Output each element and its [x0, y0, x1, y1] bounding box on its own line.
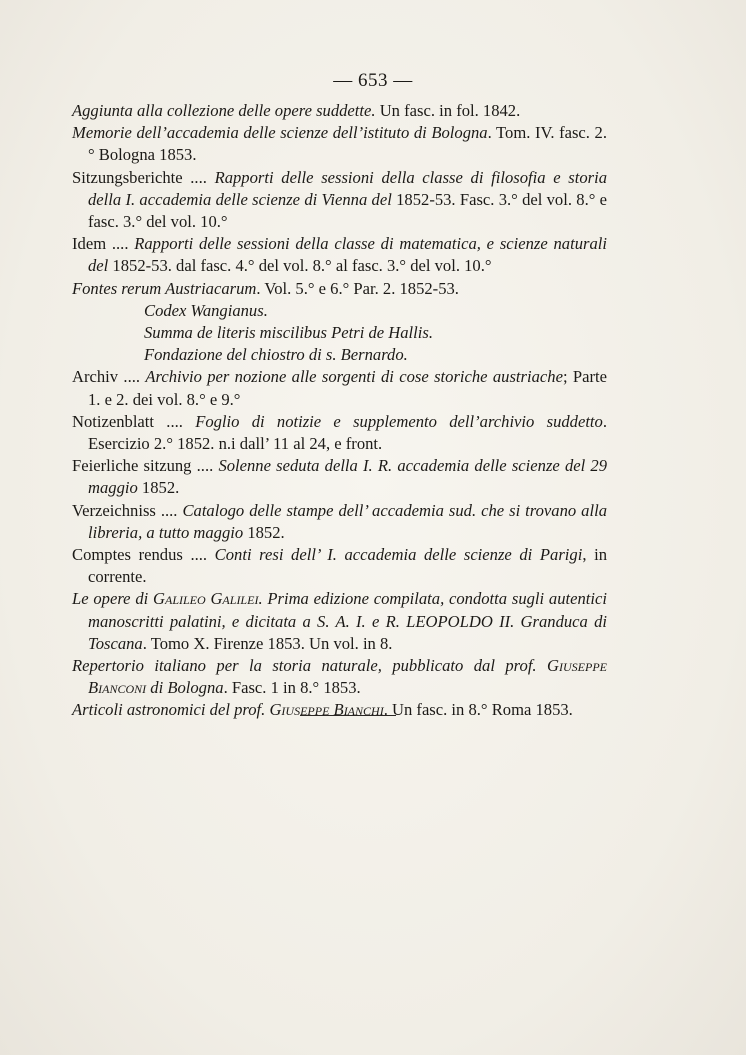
list-item: Archiv .... Archivio per nozione alle sorgenti di cose storiche austriache; Parte 1. e 2. dei vol. 8.° e 9.°: [72, 367, 607, 409]
list-item: Sitzungsberichte .... Rapporti delle sessioni della classe di filosofia e storia della I. accademia delle scienze di Vienna del 1852-53. Fasc. 3.° del vol. 8.° e fasc. 3.° del vol. 10.°: [72, 167, 608, 232]
list-subitem: Codex Wangianus.: [144, 300, 268, 320]
list-item: Aggiunta alla collezione delle opere suddette. Un fasc. in fol. 1842.: [72, 101, 521, 120]
list-item: Feierliche sitzung .... Solenne seduta della I. R. accademia delle scienze del 29 maggio 1852.: [72, 456, 607, 498]
list-item: Fontes rerum Austriacarum. Vol. 5.° e 6.° Par. 2. 1852-53.: [72, 278, 459, 298]
list-item: Notizenblatt .... Foglio di notizie e supplemento dell’archivio suddetto. Esercizio 2.° 1852. n.i dall’ 11 al 24, e front.: [72, 411, 607, 454]
page-number: — 653 —: [333, 70, 413, 91]
list-item: Articoli astronomici del prof. Giuseppe Bianchi. Un fasc. in 8.° Roma 1853.: [72, 700, 573, 720]
bibliography-list: [72, 100, 607, 722]
list-subitem: Fondazione del chiostro di s. Bernardo.: [144, 345, 408, 365]
list-item: Repertorio italiano per la storia naturale, pubblicato dal prof. Giuseppe Bianconi di Bologna. Fasc. 1 in 8.° 1853.: [72, 656, 607, 698]
list-item: Idem .... Rapporti delle sessioni della classe di matematica, e scienze naturali del 1852-53. dal fasc. 4.° del vol. 8.° al fasc. 3.° del vol. 10.°: [72, 234, 607, 276]
list-item: Memorie dell’accademia delle scienze dell’istituto di Bologna. Tom. IV. fasc. 2.° Bologna 1853.: [72, 123, 607, 165]
list-item: Verzeichniss .... Catalogo delle stampe dell’ accademia sud. che si trovano alla libreria, a tutto maggio 1852.: [72, 500, 607, 542]
list-subitem: Summa de literis miscilibus Petri de Hallis.: [144, 323, 433, 343]
section-divider: [300, 715, 396, 716]
list-item: Le opere di Galileo Galilei. Prima edizione compilata, condotta sugli autentici manoscritti palatini, e dicitata a S. A. I. e R. LEOPOLDO II. Granduca di Toscana. Tomo X. Firenze 1853. Un vol. in 8.: [72, 589, 607, 653]
list-item: Comptes rendus .... Conti resi dell’ I. accademia delle scienze di Parigi, in corrente.: [72, 545, 607, 587]
